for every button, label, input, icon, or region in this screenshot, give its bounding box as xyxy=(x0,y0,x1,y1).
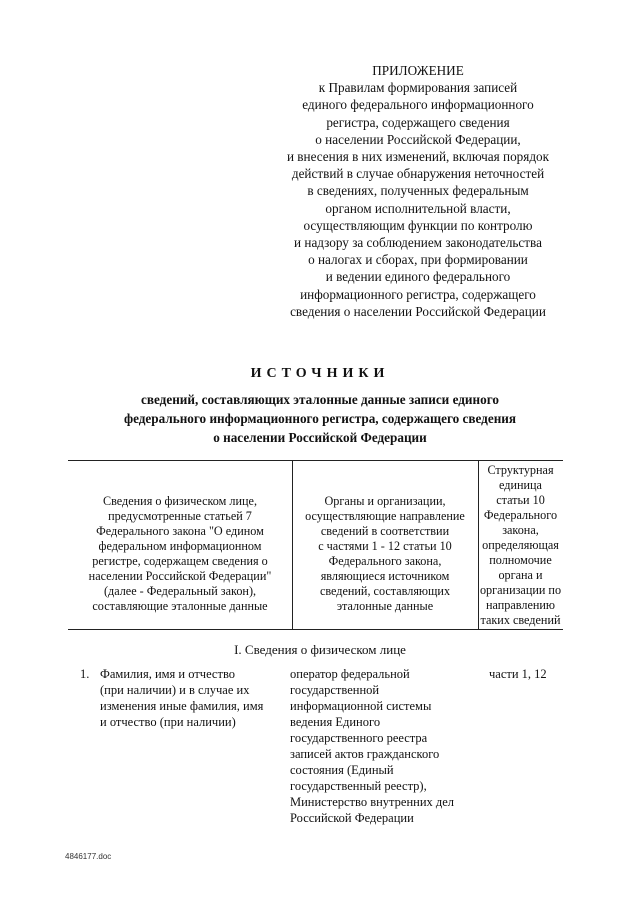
header-line: Органы и организации, xyxy=(324,494,446,508)
header-line: закона, xyxy=(502,522,539,537)
cell-line: информационной системы xyxy=(290,699,432,713)
header-line: Федерального закона, xyxy=(328,554,442,568)
annex-line: о налогах и сборах, при формировании xyxy=(308,252,528,268)
table-header xyxy=(68,460,563,630)
header-line: Федерального закона "О едином xyxy=(96,524,264,538)
header-line: предусмотренные статьей 7 xyxy=(108,509,252,523)
cell-line: ведения Единого xyxy=(290,715,381,729)
header-line: регистре, содержащем сведения о xyxy=(92,554,268,568)
row-cell-organizations xyxy=(290,666,454,826)
subtitle-line: о населении Российской Федерации xyxy=(213,430,427,445)
cell-line: государственного реестра xyxy=(290,731,428,745)
cell-line: Фамилия, имя и отчество xyxy=(100,667,236,681)
annex-line: и внесения в них изменений, включая порядок xyxy=(286,149,550,165)
annex-line: и ведении единого федерального xyxy=(325,269,511,285)
header-cell-person-data xyxy=(68,478,292,630)
document-filename: 4846177.doc xyxy=(65,852,112,861)
cell-line: государственной xyxy=(290,683,380,697)
cell-line: части 1, 12 xyxy=(489,667,547,681)
annex-line: и надзору за соблюдением законодательства xyxy=(294,235,542,251)
header-cell-structural-unit xyxy=(478,460,563,630)
annex-line: информационного регистра, содержащего xyxy=(300,286,536,302)
row-number: 1. xyxy=(80,667,90,681)
header-line: сведений, составляющих xyxy=(319,584,451,598)
subtitle-line: федерального информационного регистра, содержащего сведения xyxy=(123,411,517,426)
header-line: направлению xyxy=(485,597,556,612)
header-line: с частями 1 - 12 статьи 10 xyxy=(318,539,452,553)
header-line: единица xyxy=(499,477,542,492)
header-line: статьи 10 xyxy=(496,492,545,507)
header-line: являющиеся источником xyxy=(320,569,450,583)
header-line: (далее - Федеральный закон), xyxy=(103,584,257,598)
annex-line: регистра, содержащего сведения xyxy=(326,114,510,130)
annex-heading: ПРИЛОЖЕНИЕ xyxy=(372,63,464,78)
annex-line: в сведениях, полученных федеральным xyxy=(307,183,529,199)
header-line: составляющие эталонные данные xyxy=(92,599,268,613)
annex-block xyxy=(250,62,586,320)
section-heading: I. Сведения о физическом лице xyxy=(234,642,406,657)
cell-line: изменения иные фамилия, имя xyxy=(100,699,264,713)
row-cell-structural-unit xyxy=(489,666,547,682)
annex-line: о населении Российской Федерации, xyxy=(315,131,521,147)
header-line: эталонные данные xyxy=(336,599,434,613)
row-cell-person-data xyxy=(100,666,263,730)
header-cell-organizations xyxy=(292,478,478,630)
header-line: осуществляющие направление xyxy=(305,509,465,523)
header-line: федеральном информационном xyxy=(98,539,262,553)
annex-line: к Правилам формирования записей xyxy=(318,80,518,96)
subtitle-line: сведений, составляющих эталонные данные записи единого xyxy=(141,392,499,407)
cell-line: состояния (Единый xyxy=(290,763,394,777)
cell-line: оператор федеральной xyxy=(290,667,410,681)
header-line: полномочие xyxy=(489,552,552,567)
document-subtitle xyxy=(40,390,600,447)
document-title: ИСТОЧНИКИ xyxy=(250,366,390,381)
header-line: таких сведений xyxy=(480,612,561,627)
cell-line: и отчество (при наличии) xyxy=(100,715,236,729)
header-line: организации по xyxy=(479,582,562,597)
cell-line: Министерство внутренних дел xyxy=(290,795,455,809)
annex-line: сведения о населении Российской Федерации xyxy=(290,303,546,319)
cell-line: (при наличии) и в случае их xyxy=(100,683,250,697)
annex-line: единого федерального информационного xyxy=(302,97,534,113)
header-line: определяющая xyxy=(482,537,559,552)
header-line: органа и xyxy=(498,567,543,582)
header-line: Сведения о физическом лице, xyxy=(102,494,258,508)
header-line: Структурная xyxy=(487,462,554,477)
annex-line: действий в случае обнаружения неточностей xyxy=(291,166,545,182)
annex-line: осуществляющим функции по контролю xyxy=(303,217,533,233)
header-line: Федерального xyxy=(483,507,558,522)
cell-line: государственный реестр), xyxy=(290,779,427,793)
header-line: сведений в соответствии xyxy=(320,524,450,538)
header-line: населении Российской Федерации" xyxy=(88,569,272,583)
cell-line: записей актов гражданского xyxy=(290,747,440,761)
cell-line: Российской Федерации xyxy=(290,811,414,825)
annex-line: органом исполнительной власти, xyxy=(325,200,511,216)
